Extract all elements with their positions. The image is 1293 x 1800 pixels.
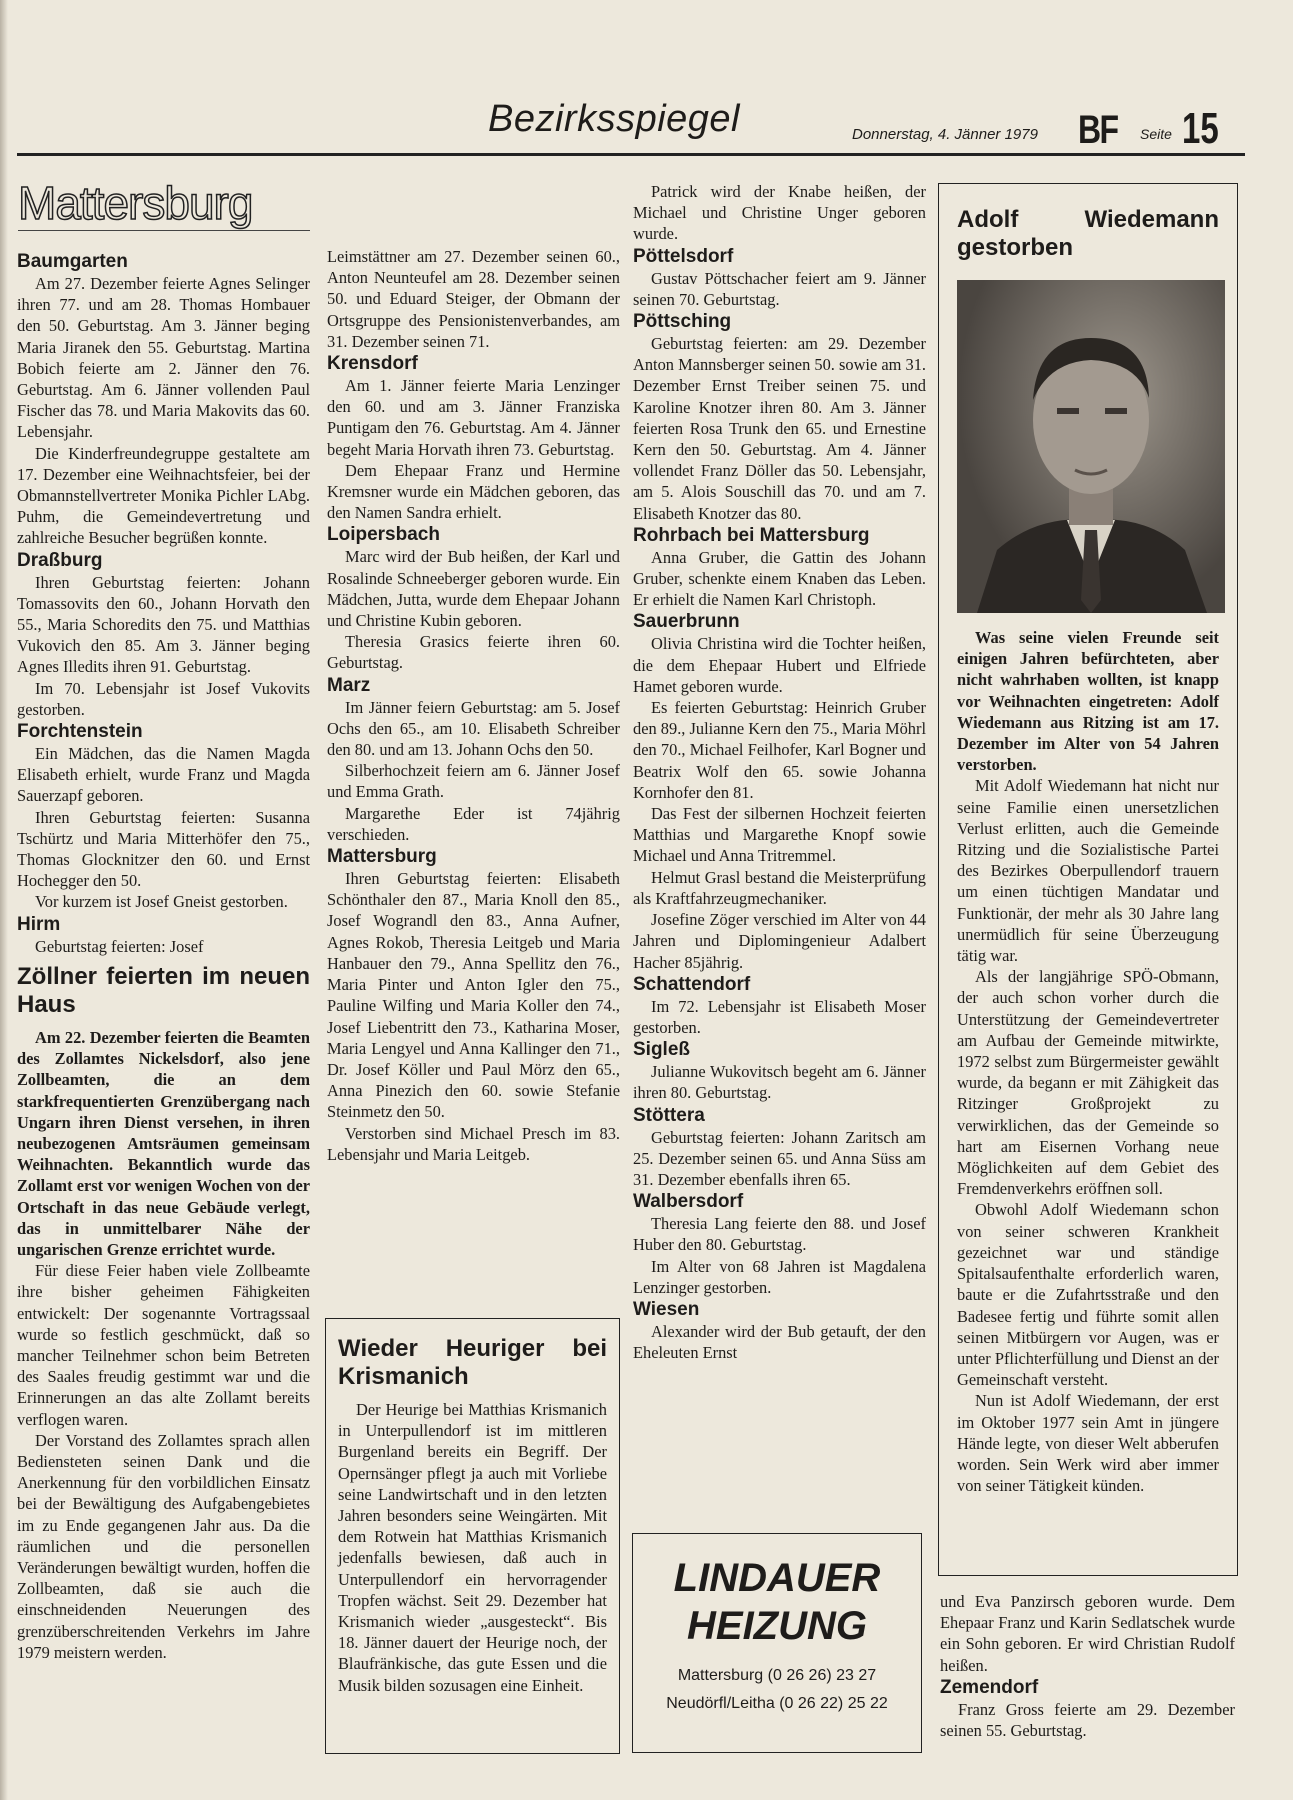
paragraph: Ihren Geburtstag feierten: Elisabeth Schönthaler den 87., Maria Knoll den 85., Josef Wograndl den 83., Anna Aufner, Agnes Rokob, Theresia Leitgeb und Maria Hanbauer den 79., Anna Spellitz den 76., Maria Pinter und Anton Igler den 75., Pauline Wilfing und Maria Koller den 74., Josef Liebentritt den 73., Katharina Moser, Maria Lengyel und Anna Kallinger den 71., Dr. Josef Köller und Paul Mörz den 65., Anna Pinezich den 60. sowie Stefanie Steinmetz den 50.	[327, 869, 620, 1122]
paragraph: Ihren Geburtstag feierten: Johann Tomassovits den 60., Johann Horvath den 55., Maria Schoredits den 75. und Matthias Vukovich den 85. Am 3. Jänner beging Agnes Illedits ihren 91. Geburtstag.	[17, 572, 310, 677]
paragraph: Theresia Grasics feierte ihren 60. Geburtstag.	[327, 632, 620, 673]
paragraph: Am 27. Dezember feierte Agnes Selinger ihren 77. und am 28. Thomas Hombauer den 50. Geburtstag. Am 3. Jänner beging Maria Jiranek den 55. Geburtstag. Martina Bobich feierte am 2. Jänner den 76. Geburtstag. Am 6. Jänner vollenden Paul Fischer das 78. und Maria Makovits das 60. Lebensjahr.	[17, 274, 310, 442]
paragraph: Die Kinderfreundegruppe gestaltete am 17. Dezember eine Weihnachtsfeier, bei der Obmannstellvertreter Monika Pichler LAbg. Puhm, die Gemeindevertretung und zahlreiche Besucher begrüßen konnte.	[17, 443, 310, 548]
place-heading: Hirm	[17, 913, 61, 935]
page-number: 15	[1182, 104, 1219, 153]
paragraph: Was seine vielen Freunde seit einigen Jahren befürchteten, aber nicht wahrhaben wollten, ist knapp vor Weihnachten eingetreten: Adolf Wiedemann aus Ritzing ist am 17. Dezember im Alter von 54 Jahren verstorben.	[957, 628, 1219, 775]
column-1	[17, 250, 310, 1663]
paragraph: Silberhochzeit feiern am 6. Jänner Josef und Emma Grath.	[327, 761, 620, 802]
paragraph: Nun ist Adolf Wiedemann, der erst im Oktober 1977 sein Amt in jüngere Hände legte, von dieser Welt abberufen worden. Sein Werk wird aber immer von seiner Tätigkeit künden.	[957, 1391, 1219, 1496]
paragraph: Geburtstag feierten: Johann Zaritsch am 25. Dezember seinen 65. und Anna Süss am 31. Dezember ebenfalls ihren 65.	[633, 1127, 926, 1189]
paragraph: und Eva Panzirsch geboren wurde. Dem Ehepaar Franz und Karin Sedlatschek wurde ein Sohn geboren. Er wird Christian Rudolf heißen.	[940, 1592, 1235, 1675]
place-heading: Rohrbach bei Mattersburg	[633, 524, 870, 546]
issue-date: Donnerstag, 4. Jänner 1979	[852, 126, 1038, 143]
place-heading: Stöttera	[633, 1104, 705, 1126]
paragraph: Als der langjährige SPÖ-Obmann, der auch schon vorher durch die Unterstützung der Gemeindevertreter am Aufbau der Gemeinde mitwirkte, 1972 selbst zum Bürgermeister gewählt wurde, da begann er mit Zähigkeit das Ritzinger Großprojekt zu verwirklichen, das der Gemeinde so hart am Eisernen Vorhang neue Möglichkeiten auf dem Gebiet des Fremdenverkehrs eröffnen soll.	[957, 967, 1219, 1199]
paragraph: Theresia Lang feierte den 88. und Josef Huber den 80. Geburtstag.	[633, 1214, 926, 1255]
advertisement-lindauer	[632, 1533, 922, 1753]
paragraph: Geburtstag feierten: Josef	[35, 936, 204, 956]
paragraph: Das Fest der silbernen Hochzeit feierten Matthias und Margarethe Knopf sowie Michael und Anna Tritremmel.	[633, 804, 926, 866]
place-heading: Walbersdorf	[633, 1191, 744, 1213]
paragraph: Olivia Christina wird die Tochter heißen, die dem Ehepaar Hubert und Elfriede Hamet geboren wurde.	[633, 634, 926, 696]
paragraph: Der Vorstand des Zollamtes sprach allen Bediensteten seinen Dank und die Anerkennung für den vorbildlichen Einsatz bei der Bewältigung des Aufgabengebietes im zu Ende gegangenen Jahr aus. Da die räumlichen und die personellen Veränderungen bewältigt wurden, hoffen die Zollbeamten, daß sie auch die einschneidenden Neuerungen des grenzüberschreitenden Verkehrs im Jahre 1979 meistern werden.	[17, 1430, 310, 1662]
paragraph: Helmut Grasl bestand die Meisterprüfung als Kraftfahrzeugmechaniker.	[633, 867, 926, 908]
paragraph: Am 1. Jänner feierte Maria Lenzinger den 60. und am 3. Jänner Franziska Puntigam den 76. Geburtstag. Am 4. Jänner begeht Maria Horvath ihren 73. Geburtstag.	[327, 376, 620, 459]
place-heading: Draßburg	[17, 549, 103, 571]
obituary-body	[957, 627, 1219, 1496]
place-heading: Forchtenstein	[17, 721, 143, 743]
place-heading: Loipersbach	[327, 524, 440, 546]
paragraph: Margarethe Eder ist 74jährig verschieden.	[327, 803, 620, 844]
paragraph: Obwohl Adolf Wiedemann schon von seiner schweren Krankheit gezeichnet war und ständige Spitalsaufenthalte erforderlich waren, baute er die Zufahrtsstraße und den Badesee fertig und führte somit allen seinen Mitbürgern vor Augen, was er unter Pflichterfüllung und Dienst an der Gemeinschaft versteht.	[957, 1200, 1219, 1390]
paragraph: Vor kurzem ist Josef Gneist gestorben.	[35, 892, 288, 912]
place-heading: Zemendorf	[940, 1676, 1039, 1698]
place-heading: Mattersburg	[327, 846, 437, 868]
ad-line-2: HEIZUNG	[687, 1604, 867, 1648]
section-title: Bezirksspiegel	[488, 98, 740, 140]
paragraph: Es feierten Geburtstag: Heinrich Gruber den 89., Julianne Kern den 75., Maria Möhrl den 70., Michael Feilhofer, Karl Bogner und Beatrix Wolf den 65. sowie Johanna Kornhofer den 81.	[633, 698, 926, 802]
page-edge	[0, 0, 8, 1800]
paragraph: Verstorben sind Michael Presch im 83. Lebensjahr und Maria Leitgeb.	[327, 1123, 620, 1164]
paragraph: Anna Gruber, die Gattin des Johann Gruber, schenkte einem Knaben das Leben. Er erhielt die Namen Karl Christoph.	[633, 547, 926, 610]
place-heading: Pöttsching	[633, 311, 732, 333]
paragraph: Geburtstag feierten: am 29. Dezember Anton Mannsberger seinen 50. sowie am 31. Dezember Ernst Treiber seinen 75. und Karoline Knotzer ihren 80. Am 3. Jänner feierten Rosa Trunk den 65. und Ernestine Kern den 50. Geburtstag. Am 4. Jänner vollendet Franz Döller das 50. Lebensjahr, am 5. Alois Souschill das 70. und am 7. Elisabeth Knotzer das 80.	[633, 334, 926, 523]
paragraph: Ein Mädchen, das die Namen Magda Elisabeth erhielt, wurde Franz und Magda Sauerzapf geboren.	[17, 744, 310, 806]
paragraph: Franz Gross feierte am 29. Dezember seinen 55. Geburtstag.	[940, 1699, 1235, 1741]
paragraph: Im Jänner feiern Geburtstag: am 5. Josef Ochs den 65., am 10. Elisabeth Schreiber den 80. und am 13. Johann Ochs den 50.	[327, 697, 620, 760]
place-heading: Baumgarten	[17, 251, 128, 272]
place-heading: Marz	[327, 674, 371, 696]
paragraph: Josefine Zöger verschied im Alter von 44 Jahren und Diplomingenieur Adalbert Hacher 85jährig.	[633, 910, 926, 972]
paragraph: Julianne Wukovitsch begeht am 6. Jänner ihren 80. Geburtstag.	[633, 1062, 926, 1103]
article-headline: Wieder Heuriger bei Krismanich	[338, 1335, 607, 1390]
paragraph: Der Heurige bei Matthias Krismanich in Unterpullendorf ist im mittleren Burgenland bereits ein Begriff. Der Opernsänger pflegt ja auch mit Vorliebe seine Landwirtschaft und in den letzten Jahren besonders seine Weingärten. Mit dem Rotwein hat Matthias Krismanich jedenfalls bewiesen, daß auch in Unterpullendorf ein hervorragender Tropfen wächst. Seit 29. Dezember hat Krismanich wieder „ausgesteckt“. Bis 18. Jänner dauert der Heurige noch, der Blaufränkische, das gute Essen und die Musik bilden sozusagen eine Einheit.	[338, 1400, 607, 1695]
paragraph: Im Alter von 68 Jahren ist Magdalena Lenzinger gestorben.	[633, 1256, 926, 1297]
paragraph: Dem Ehepaar Franz und Hermine Kremsner wurde ein Mädchen geboren, das den Namen Sandra erhielt.	[327, 460, 620, 523]
paragraph: Im 72. Lebensjahr ist Elisabeth Moser gestorben.	[633, 996, 926, 1037]
header-rule	[17, 153, 1245, 156]
heuriger-article	[338, 1335, 607, 1696]
obituary-box	[938, 183, 1238, 1576]
obituary-title: Adolf Wiedemann gestorben	[957, 206, 1219, 261]
paragraph: Alexander wird der Bub getauft, der den Eheleuten Ernst	[633, 1321, 926, 1363]
place-heading: Pöttelsdorf	[633, 245, 734, 267]
newspaper-logo: BF	[1078, 108, 1118, 152]
paragraph: Ihren Geburtstag feierten: Susanna Tschürtz und Maria Mitterhöfer den 75., Thomas Glocknitzer den 60. und Ernst Hochegger den 50.	[17, 807, 310, 891]
ad-contact-1: Mattersburg (0 26 26) 23 27	[677, 1667, 877, 1684]
paragraph: Am 22. Dezember feierten die Beamten des Zollamtes Nickelsdorf, also jene Zollbeamten, die an dem starkfrequentierten Grenzübergang nach Ungarn ihren Dienst versehen, in ihren neubezogenen Amtsräumen gemeinsam Weihnachten. Bekanntlich wurde das Zollamt erst vor wenigen Wochen von der Ortschaft in das neue Gebäude verlegt, das in unmittelbarer Nähe der ungarischen Grenze errichtet wurde.	[17, 1027, 310, 1259]
paragraph: Im 70. Lebensjahr ist Josef Vukovits gestorben.	[17, 678, 310, 719]
masthead-rule	[18, 230, 310, 231]
column-3	[633, 181, 926, 1363]
paragraph: Gustav Pöttschacher feiert am 9. Jänner seinen 70. Geburtstag.	[633, 268, 926, 309]
paragraph: Mit Adolf Wiedemann hat nicht nur seine Familie einen unersetzlichen Verlust erlitten, auch die Gemeinde Ritzing und die Sozialistische Partei des Bezirkes Oberpullendorf trauern um einen tüchtigen Mandatar und Funktionär, der mehr als 30 Jahre lang unermüdlich für seine Überzeugung tätig war.	[957, 776, 1219, 966]
paragraph: Leimstättner am 27. Dezember seinen 60., Anton Neunteufel am 28. Dezember seinen 50. und Eduard Steiger, der Obmann der Ortsgruppe des Pensionistenverbandes, am 31. Dezember seinen 71.	[327, 247, 620, 351]
place-heading: Sigleß	[633, 1039, 691, 1061]
district-masthead: Mattersburg	[18, 177, 253, 229]
paragraph: Patrick wird der Knabe heißen, der Michael und Christine Unger geboren wurde.	[633, 182, 926, 244]
place-heading: Wiesen	[633, 1298, 700, 1320]
page-label: Seite	[1140, 126, 1172, 142]
article-headline: Zöllner feierten im neuen Haus	[17, 962, 310, 1018]
place-heading: Krensdorf	[327, 353, 418, 375]
paragraph: Marc wird der Bub heißen, der Karl und Rosalinde Schneeberger geboren wurde. Ein Mädchen, Jutta, wurde dem Ehepaar Johann und Christine Kubin geboren.	[327, 547, 620, 631]
ad-line-1: LINDAUER	[673, 1556, 881, 1600]
ad-contact-2: Neudörfl/Leitha (0 26 22) 25 22	[666, 1695, 888, 1712]
heuriger-article-box	[325, 1318, 620, 1754]
paragraph: Für diese Feier haben viele Zollbeamte ihre bisher geheimen Fähigkeiten entwickelt: Der sogenannte Vortragssaal wurde so festlich geschmückt, daß so mancher Teilnehmer schon beim Betreten des Saales freudig gestimmt war und die Erinnerungen an das alte Zollamt bereits verflogen waren.	[17, 1261, 310, 1429]
place-heading: Schattendorf	[633, 973, 751, 995]
place-heading: Sauerbrunn	[633, 611, 740, 633]
column-4-continued	[940, 1591, 1235, 1741]
portrait-photo	[957, 280, 1225, 613]
column-2	[327, 246, 620, 1165]
